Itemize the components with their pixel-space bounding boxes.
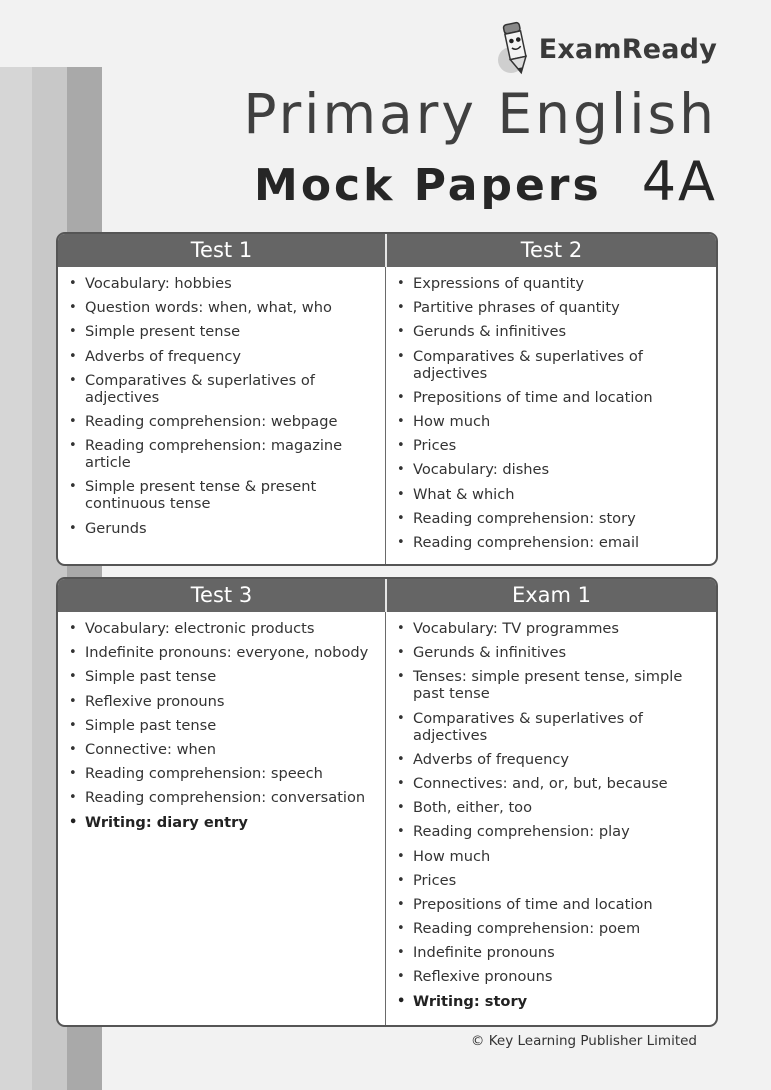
topic-item: • Simple present tense bbox=[68, 323, 375, 340]
topic-item: • Prepositions of time and location bbox=[396, 896, 706, 913]
copyright-notice: © Key Learning Publisher Limited bbox=[470, 1033, 697, 1049]
topic-item: • Simple past tense bbox=[68, 717, 375, 734]
topic-item: • Reading comprehension: email bbox=[396, 534, 706, 551]
topic-item: • Comparatives & superlatives of adjectives bbox=[68, 372, 375, 406]
section-header-exam-1: Exam 1 bbox=[385, 579, 716, 612]
brand-name: ExamReady bbox=[538, 33, 717, 65]
topic-item: • Both, either, too bbox=[396, 799, 706, 816]
topic-item: • Indefinite pronouns: everyone, nobody bbox=[68, 644, 375, 661]
topic-item: • Prices bbox=[396, 437, 706, 454]
topic-list bbox=[68, 275, 375, 537]
title-series bbox=[254, 150, 717, 213]
topic-item: • Simple present tense & present continuous tense bbox=[68, 478, 375, 512]
syllabus-panel-top bbox=[56, 232, 718, 566]
topic-item: • What & which bbox=[396, 486, 706, 503]
topic-item: • Comparatives & superlatives of adjectives bbox=[396, 710, 706, 744]
topic-item: • Partitive phrases of quantity bbox=[396, 299, 706, 316]
topic-item: • Connective: when bbox=[68, 741, 375, 758]
title-mock-papers: Mock Papers bbox=[254, 160, 602, 211]
topic-item: • How much bbox=[396, 848, 706, 865]
title-subject: Primary English bbox=[243, 82, 717, 146]
topic-item: • Reading comprehension: story bbox=[396, 510, 706, 527]
topic-item: • Indefinite pronouns bbox=[396, 944, 706, 961]
topic-list bbox=[68, 620, 375, 831]
topic-item: • Reading comprehension: speech bbox=[68, 765, 375, 782]
topic-item: • Adverbs of frequency bbox=[68, 348, 375, 365]
topic-item: • Expressions of quantity bbox=[396, 275, 706, 292]
topic-item: • Comparatives & superlatives of adjectives bbox=[396, 348, 706, 382]
decor-stripe-light bbox=[0, 67, 32, 1090]
topic-item: • Writing: diary entry bbox=[68, 814, 375, 831]
topic-item: • Reading comprehension: poem bbox=[396, 920, 706, 937]
topic-item: • Reflexive pronouns bbox=[68, 693, 375, 710]
topic-item: • Reading comprehension: conversation bbox=[68, 789, 375, 806]
topic-item: • Reflexive pronouns bbox=[396, 968, 706, 985]
brand-logo bbox=[493, 18, 717, 80]
section-test-1 bbox=[58, 267, 385, 564]
title-level-code: 4A bbox=[641, 150, 717, 213]
section-test-2 bbox=[385, 267, 716, 564]
topic-item: • Reading comprehension: webpage bbox=[68, 413, 375, 430]
topic-item: • Reading comprehension: magazine article bbox=[68, 437, 375, 471]
topic-item: • Adverbs of frequency bbox=[396, 751, 706, 768]
topic-item: • Simple past tense bbox=[68, 668, 375, 685]
pencil-mascot-icon bbox=[493, 18, 537, 80]
topic-list bbox=[396, 275, 706, 551]
topic-item: • Reading comprehension: play bbox=[396, 823, 706, 840]
syllabus-panel-bottom bbox=[56, 577, 718, 1027]
topic-item: • Prices bbox=[396, 872, 706, 889]
topic-item: • Tenses: simple present tense, simple past tense bbox=[396, 668, 706, 702]
section-header-test-1: Test 1 bbox=[58, 234, 385, 267]
topic-item: • Question words: when, what, who bbox=[68, 299, 375, 316]
topic-item: • How much bbox=[396, 413, 706, 430]
topic-item: • Gerunds & infinitives bbox=[396, 323, 706, 340]
section-header-test-2: Test 2 bbox=[385, 234, 716, 267]
topic-item: • Vocabulary: hobbies bbox=[68, 275, 375, 292]
topic-item: • Vocabulary: electronic products bbox=[68, 620, 375, 637]
topic-item: • Writing: story bbox=[396, 993, 706, 1010]
topic-item: • Gerunds & infinitives bbox=[396, 644, 706, 661]
topic-item: • Vocabulary: dishes bbox=[396, 461, 706, 478]
section-exam-1 bbox=[385, 612, 716, 1025]
topic-list bbox=[396, 620, 706, 1010]
topic-item: • Gerunds bbox=[68, 520, 375, 537]
section-header-test-3: Test 3 bbox=[58, 579, 385, 612]
section-test-3 bbox=[58, 612, 385, 1025]
topic-item: • Prepositions of time and location bbox=[396, 389, 706, 406]
topic-item: • Connectives: and, or, but, because bbox=[396, 775, 706, 792]
topic-item: • Vocabulary: TV programmes bbox=[396, 620, 706, 637]
